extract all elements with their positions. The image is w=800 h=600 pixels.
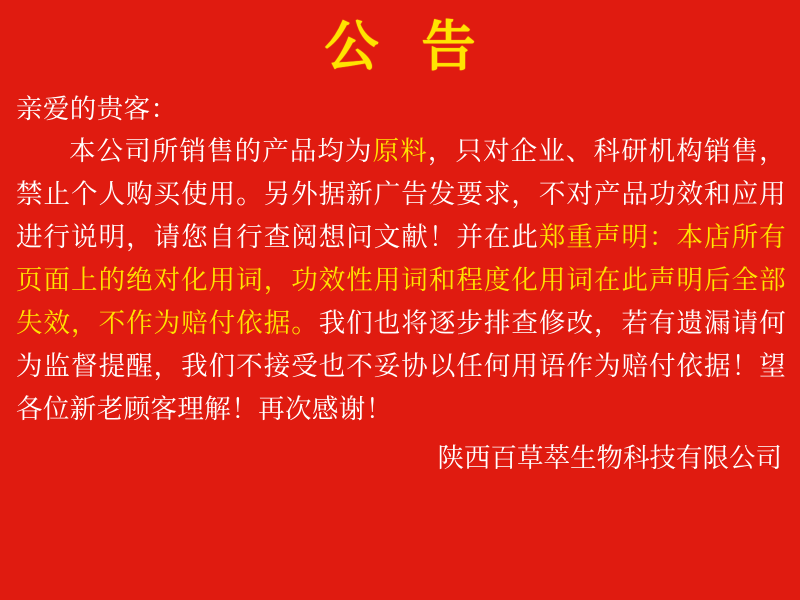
segment-plain-2: ，只对企业、科研机构销售，禁止个人购买使用。另外据新广告发要求，不对产品功效和应用进行说明，请您自行查阅想问文献！并在此 bbox=[16, 136, 786, 253]
notice-paragraph bbox=[16, 130, 786, 430]
segment-highlight-declaration: 郑重声明：本店所有页面上的绝对化用词，功效性用词和程度化用词在此声明后全部失效，不作为赔付依据。 bbox=[16, 222, 786, 339]
segment-plain-1: 本公司所销售的产品均为 bbox=[69, 136, 373, 167]
company-signature: 陕西百草萃生物科技有限公司 bbox=[437, 442, 782, 473]
notice-body bbox=[0, 88, 800, 431]
segment-highlight-raw-material: 原料 bbox=[372, 136, 428, 167]
salutation: 亲爱的贵客： bbox=[16, 93, 178, 124]
segment-plain-3: 我们也将逐步排查修改，若有遗漏请何为监督提醒，我们不接受也不妥协以任何用语作为赔付依据！望各位新老顾客理解！再次感谢！ bbox=[16, 308, 786, 424]
page-title: 公 告 bbox=[324, 17, 490, 77]
